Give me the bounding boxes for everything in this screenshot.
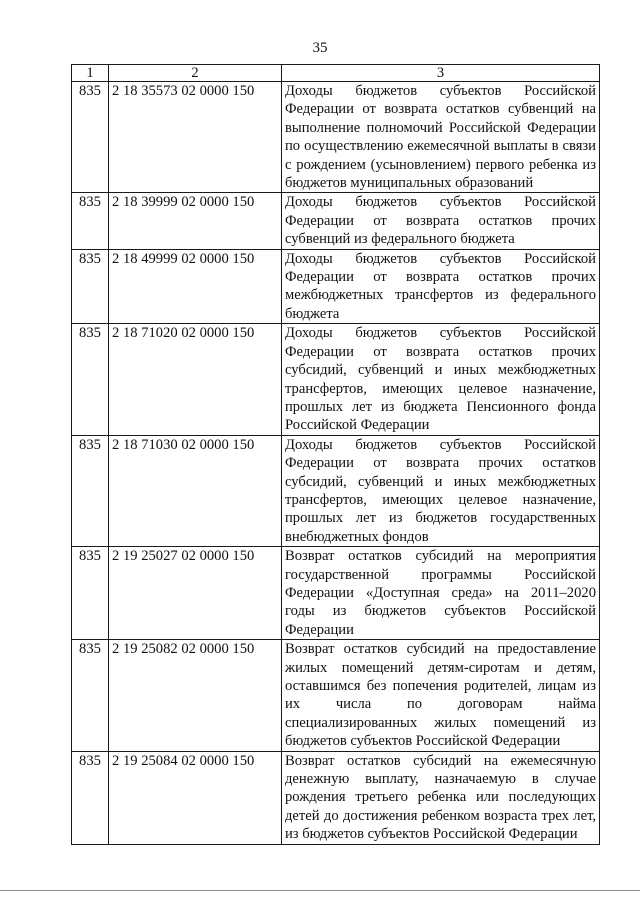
budget-code-cell: 2 18 71030 02 0000 150 xyxy=(109,435,282,546)
budget-code-cell: 2 18 35573 02 0000 150 xyxy=(109,82,282,193)
column-header-3: 3 xyxy=(282,65,600,82)
admin-code-cell: 835 xyxy=(72,193,109,249)
budget-revenue-table xyxy=(71,64,600,845)
column-header-1: 1 xyxy=(72,65,109,82)
table-row xyxy=(72,547,600,640)
admin-code-cell: 835 xyxy=(72,435,109,546)
table-row xyxy=(72,324,600,435)
table-row xyxy=(72,435,600,546)
table-row xyxy=(72,640,600,751)
description-cell: Возврат остатков субсидий на предоставление жилых помещений детям-сиротам и детям, оставшимся без попечения родителей, лицам из их числа по договорам найма специализированных жилых помещений из бюджетов субъектов Российской Федерации xyxy=(282,640,600,751)
page-bottom-edge xyxy=(0,890,640,891)
admin-code-cell: 835 xyxy=(72,249,109,324)
table-row xyxy=(72,751,600,844)
page-number: 35 xyxy=(312,40,328,56)
description-cell: Доходы бюджетов субъектов Российской Федерации от возврата остатков прочих субвенций из федерального бюджета xyxy=(282,193,600,249)
description-cell: Возврат остатков субсидий на мероприятия государственной программы Российской Федерации «Доступная среда» на 2011–2020 годы из бюджетов субъектов Российской Федерации xyxy=(282,547,600,640)
budget-code-cell: 2 19 25027 02 0000 150 xyxy=(109,547,282,640)
budget-code-cell: 2 18 71020 02 0000 150 xyxy=(109,324,282,435)
budget-code-cell: 2 18 39999 02 0000 150 xyxy=(109,193,282,249)
admin-code-cell: 835 xyxy=(72,547,109,640)
budget-code-cell: 2 19 25084 02 0000 150 xyxy=(109,751,282,844)
table-row xyxy=(72,193,600,249)
description-cell: Доходы бюджетов субъектов Российской Федерации от возврата остатков субвенций на выполнение полномочий Российской Федерации по осуществлению ежемесячной выплаты в связи с рождением (усыновлением) первого ребенка из бюджетов муниципальных образований xyxy=(282,82,600,193)
description-cell: Доходы бюджетов субъектов Российской Федерации от возврата прочих остатков субсидий, субвенций и иных межбюджетных трансфертов, имеющих целевое назначение, прошлых лет из бюджетов государственных внебюджетных фондов xyxy=(282,435,600,546)
budget-code-cell: 2 18 49999 02 0000 150 xyxy=(109,249,282,324)
admin-code-cell: 835 xyxy=(72,324,109,435)
column-header-2: 2 xyxy=(109,65,282,82)
admin-code-cell: 835 xyxy=(72,82,109,193)
admin-code-cell: 835 xyxy=(72,751,109,844)
table-header-row xyxy=(72,65,600,82)
description-cell: Доходы бюджетов субъектов Российской Федерации от возврата остатков прочих субсидий, субвенций и иных межбюджетных трансфертов, имеющих целевое назначение, прошлых лет из бюджета Пенсионного фонда Российской Федерации xyxy=(282,324,600,435)
admin-code-cell: 835 xyxy=(72,640,109,751)
description-cell: Возврат остатков субсидий на ежемесячную денежную выплату, назначаемую в случае рождения третьего ребенка или последующих детей до достижения ребенком возраста трех лет, из бюджетов субъектов Российской Федерации xyxy=(282,751,600,844)
description-cell: Доходы бюджетов субъектов Российской Федерации от возврата остатков прочих межбюджетных трансфертов из федерального бюджета xyxy=(282,249,600,324)
table-row xyxy=(72,249,600,324)
budget-code-cell: 2 19 25082 02 0000 150 xyxy=(109,640,282,751)
table-row xyxy=(72,82,600,193)
